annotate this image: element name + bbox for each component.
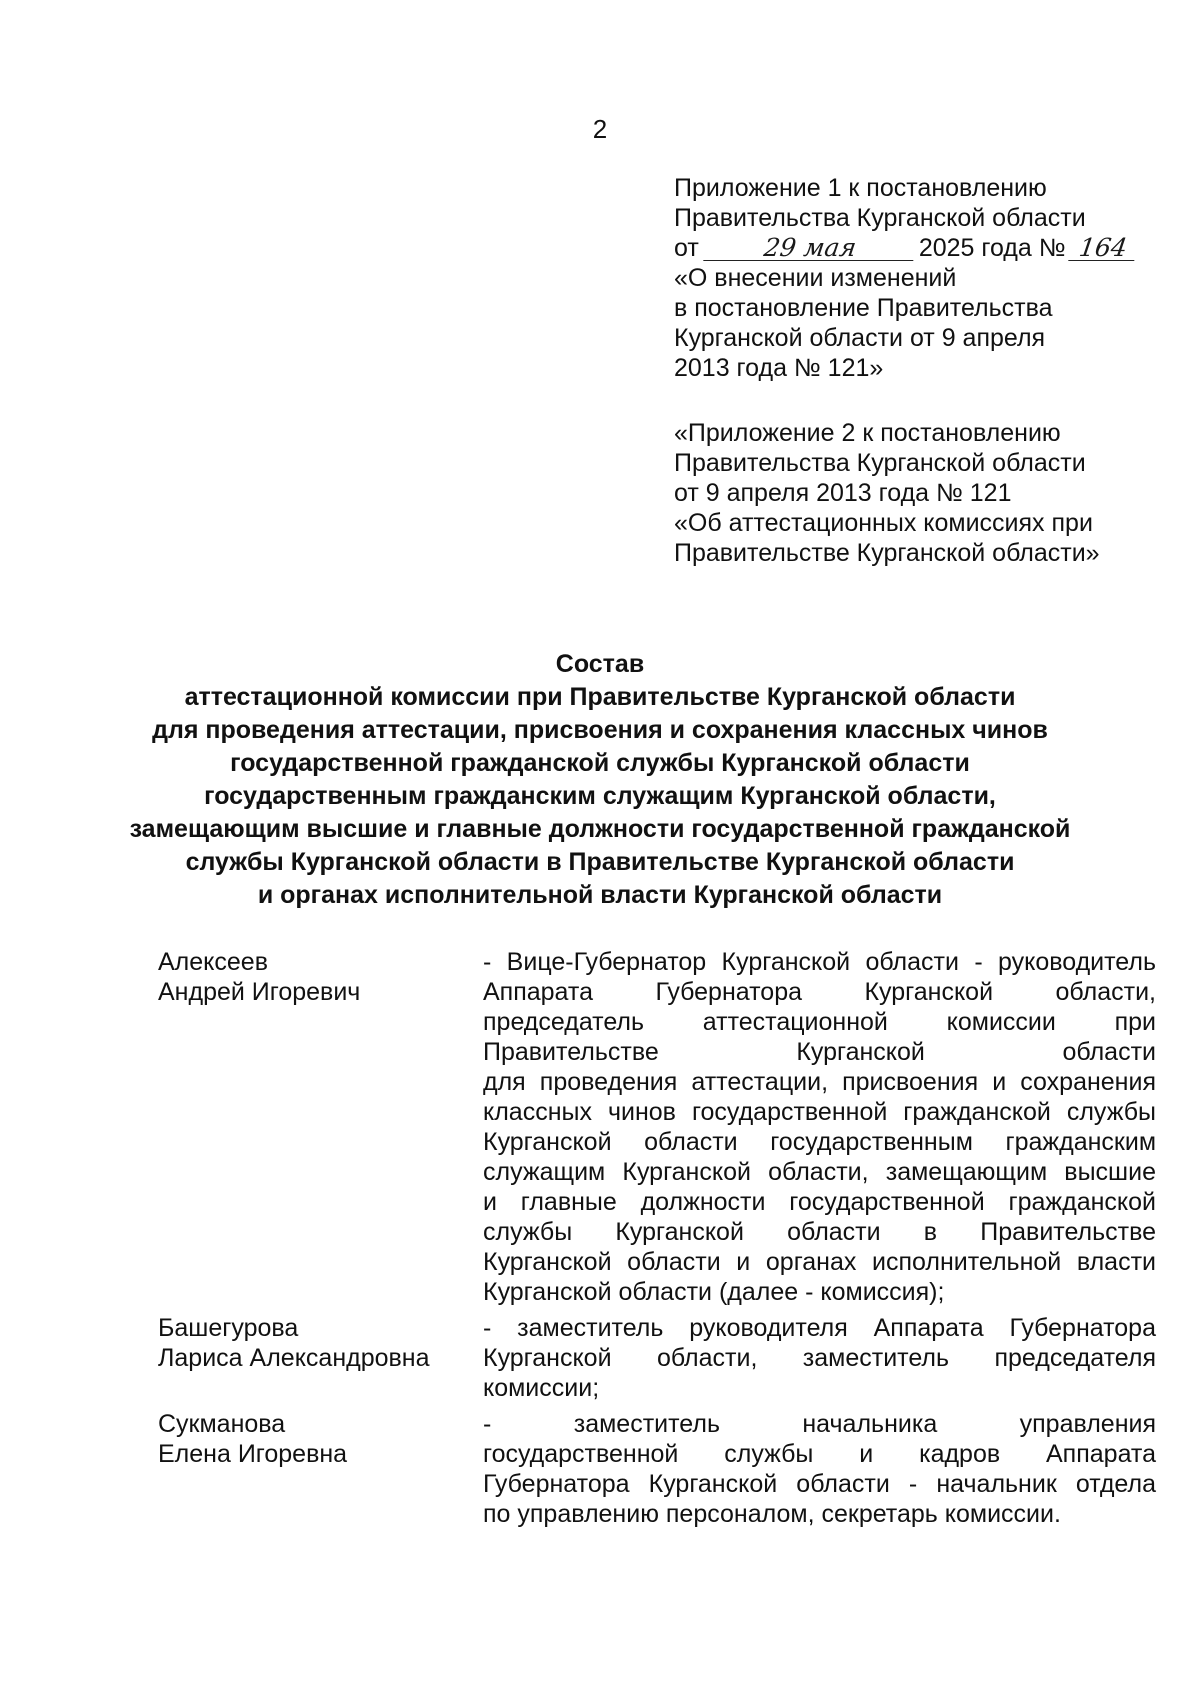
appendix-header-line: Правительства Курганской области	[674, 204, 1086, 232]
role-line: и главные должности государственной гражданской	[483, 1188, 1156, 1216]
role-line: Курганской области, заместитель председателя	[483, 1344, 1156, 1372]
appendix-header-line: Курганской области от 9 апреля	[674, 324, 1046, 352]
title-line: аттестационной комиссии при Правительстве Курганской области	[184, 683, 1016, 711]
member-row	[158, 947, 1156, 1307]
member-role	[483, 1409, 1156, 1529]
member-given-names: Елена Игоревна	[158, 1440, 348, 1468]
handwritten-date: 29 мая	[703, 236, 917, 261]
title-heading: Состав	[555, 650, 645, 678]
members-list	[158, 947, 1156, 1529]
role-line: комиссии;	[483, 1374, 600, 1402]
role-line: председатель аттестационной комиссии при	[483, 1008, 1156, 1036]
role-line: для проведения аттестации, присвоения и сохранения	[483, 1068, 1156, 1096]
role-line: Курганской области государственным гражданским	[483, 1128, 1156, 1156]
title-line: замещающим высшие и главные должности государственной гражданской	[129, 815, 1071, 843]
member-row	[158, 1409, 1156, 1529]
role-line: по управлению персоналом, секретарь комиссии.	[483, 1500, 1061, 1528]
role-line: Губернатора Курганской области - начальник отдела	[483, 1470, 1156, 1498]
title-line: и органах исполнительной власти Курганской области	[257, 881, 943, 909]
role-line: - Вице-Губернатор Курганской области - руководитель	[483, 948, 1156, 976]
original-appendix-line: Правительства Курганской области	[674, 449, 1086, 477]
member-given-names: Андрей Игоревич	[158, 978, 361, 1006]
role-line: службы Курганской области в Правительстве	[483, 1218, 1156, 1246]
appendix-header-line: в постановление Правительства	[674, 294, 1053, 322]
role-line: Курганской области (далее - комиссия);	[483, 1278, 945, 1306]
appendix-header-line: 2013 года № 121»	[674, 354, 884, 382]
member-name	[158, 1409, 483, 1529]
original-appendix-line: от 9 апреля 2013 года № 121	[674, 479, 1012, 507]
document-title	[0, 648, 1200, 912]
original-appendix-line: Правительстве Курганской области»	[674, 539, 1100, 567]
role-line: государственной службы и кадров Аппарата	[483, 1440, 1156, 1468]
member-row	[158, 1313, 1156, 1403]
member-surname: Сукманова	[158, 1410, 286, 1438]
title-line: службы Курганской области в Правительстве Курганской области	[185, 848, 1015, 876]
member-name	[158, 947, 483, 1307]
member-name	[158, 1313, 483, 1403]
appendix-date-line	[674, 233, 1174, 263]
role-line: классных чинов государственной гражданской службы	[483, 1098, 1156, 1126]
original-appendix-header	[674, 418, 1174, 568]
member-role	[483, 947, 1156, 1307]
date-prefix: от	[674, 234, 699, 262]
title-line: государственным гражданским служащим Курганской области,	[204, 782, 996, 810]
role-line: Правительстве Курганской области	[483, 1038, 1156, 1066]
member-given-names: Лариса Александровна	[158, 1344, 430, 1372]
role-line: - заместитель начальника управления	[483, 1410, 1156, 1438]
handwritten-number: 164	[1068, 236, 1138, 261]
year-text: 2025 года №	[918, 234, 1066, 262]
role-line: - заместитель руководителя Аппарата Губернатора	[483, 1314, 1156, 1342]
role-line: служащим Курганской области, замещающим высшие	[483, 1158, 1156, 1186]
appendix-header-line: «О внесении изменений	[674, 264, 957, 292]
role-line: Аппарата Губернатора Курганской области,	[483, 978, 1156, 1006]
role-line: Курганской области и органах исполнительной власти	[483, 1248, 1156, 1276]
page-number: 2	[592, 114, 608, 144]
original-appendix-line: «Приложение 2 к постановлению	[674, 419, 1061, 447]
original-appendix-line: «Об аттестационных комиссиях при	[674, 509, 1093, 537]
member-role	[483, 1313, 1156, 1403]
appendix-header	[674, 173, 1174, 383]
title-line: государственной гражданской службы Курганской области	[230, 749, 970, 777]
appendix-header-line: Приложение 1 к постановлению	[674, 174, 1047, 202]
title-line: для проведения аттестации, присвоения и сохранения классных чинов	[152, 716, 1048, 744]
member-surname: Алексеев	[158, 948, 268, 976]
member-surname: Башегурова	[158, 1314, 299, 1342]
